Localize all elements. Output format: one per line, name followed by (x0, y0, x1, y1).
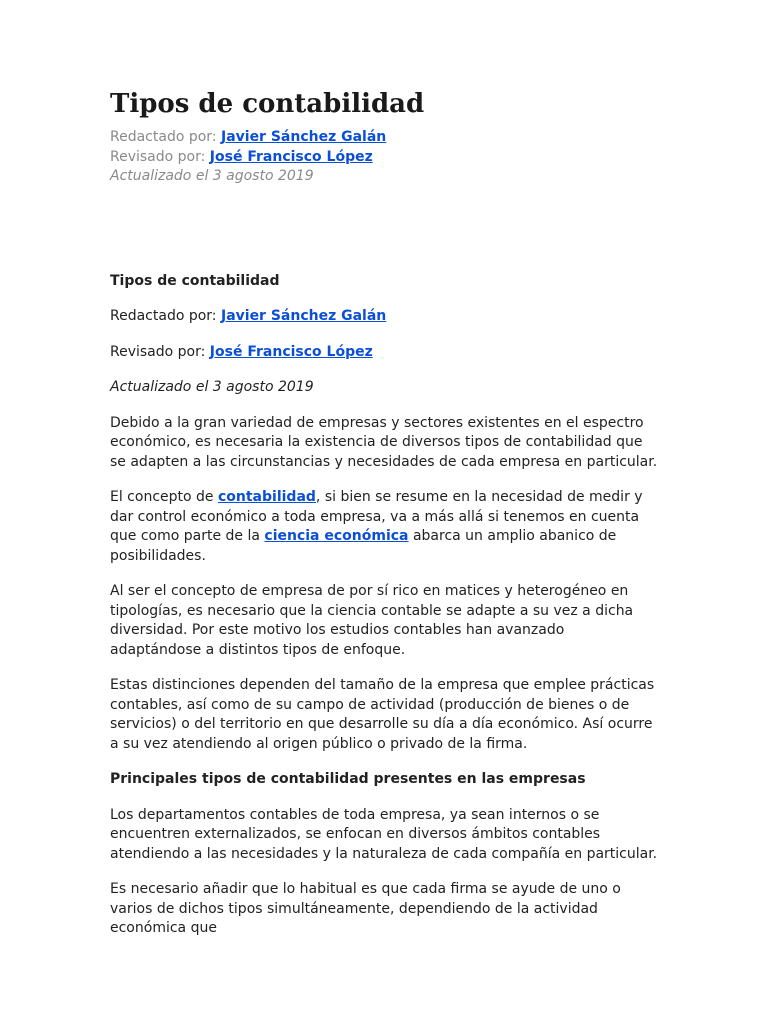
author-link[interactable]: Javier Sánchez Galán (220, 129, 387, 145)
body-reviewer-label: Revisado por: (110, 343, 210, 360)
contabilidad-link[interactable]: contabilidad (217, 489, 316, 505)
page-title: Tipos de contabilidad (110, 89, 425, 119)
updated-date: Actualizado el 3 agosto 2019 (110, 168, 314, 184)
body-author-line (110, 307, 658, 327)
paragraph-1: Debido a la gran variedad de empresas y sectores existentes en el espectro económico, es necesaria la existencia de diversos tipos de contabilidad que se adapten a las circunstancias y necesidades de cada empresa en particular. (110, 414, 658, 470)
reviewer-link[interactable]: José Francisco López (209, 148, 373, 165)
body-reviewer-link[interactable]: José Francisco López (209, 343, 373, 360)
paragraph-3: Al ser el concepto de empresa de por sí rico en matices y heterogéneo en tipologías, es necesario que la ciencia contable se adapte a su vez a dicha diversidad. Por este motivo los estudios contables han avanzado adaptándose a distintos tipos de enfoque. (110, 583, 634, 658)
paragraph-2-text-b: , si bien se resume en la necesidad de medir y dar control económico a toda empresa, va a más allá si tenemos en cuenta que como parte de la (110, 489, 643, 544)
reviewer-line (110, 148, 658, 168)
article-body (110, 272, 658, 939)
author-label: Redactado por: (110, 129, 221, 145)
body-updated-date: Actualizado el 3 agosto 2019 (110, 379, 314, 395)
reviewer-label: Revisado por: (110, 148, 210, 165)
body-title: Tipos de contabilidad (110, 272, 280, 289)
body-author-link[interactable]: Javier Sánchez Galán (220, 308, 387, 324)
section-heading: Principales tipos de contabilidad presentes en las empresas (110, 771, 586, 787)
paragraph-6: Es necesario añadir que lo habitual es que cada firma se ayude de uno o varios de dichos tipos simultáneamente, dependiendo de la actividad económica que (110, 881, 621, 936)
body-author-label: Redactado por: (110, 308, 221, 324)
author-line (110, 128, 658, 148)
paragraph-4: Estas distinciones dependen del tamaño de la empresa que emplee prácticas contables, así como de su campo de actividad (producción de bienes o de servicios) o del territorio en que desarrolle su día a día económico. Así ocurre a su vez atendiendo al origen público o privado de la firma. (110, 677, 655, 752)
paragraph-5: Los departamentos contables de toda empresa, ya sean internos o se encuentren externalizados, se enfocan en diversos ámbitos contables atendiendo a las necesidades y la naturaleza de cada compañía en particular. (110, 806, 658, 862)
paragraph-2 (110, 488, 658, 566)
document-page (110, 86, 658, 955)
ciencia-economica-link[interactable]: ciencia económica (264, 528, 409, 544)
paragraph-2-text-c: abarca un amplio abanico de posibilidades. (110, 528, 617, 564)
paragraph-2-text-a: El concepto de (110, 489, 218, 505)
body-reviewer-line (110, 343, 658, 363)
